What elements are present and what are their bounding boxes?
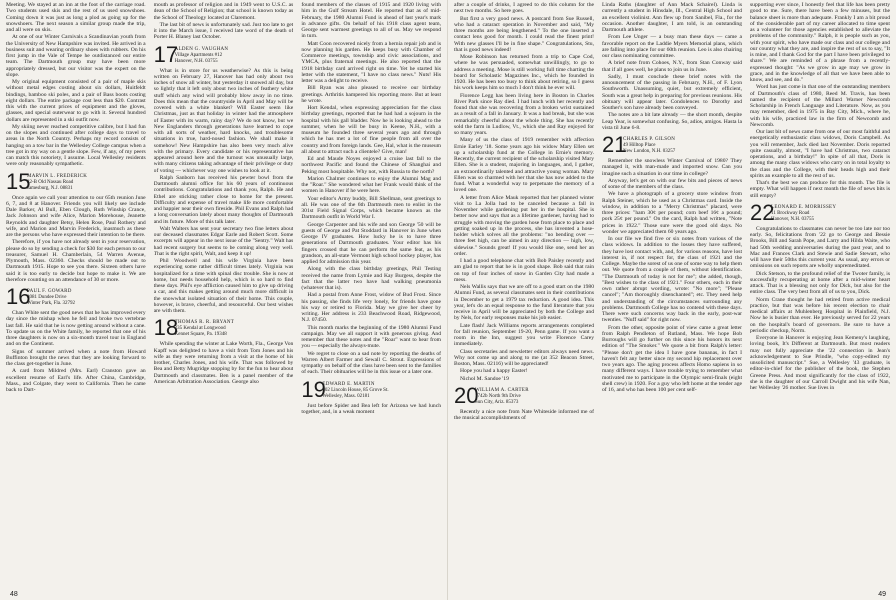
paragraph: Florence Legg has been living here in Boston in Charles River Park since Ray died. I had lunch with her recently and found that she was recovering from a broken wrist sustained as a result of a fall in January. It was a bad break, but she was remarkably cheerful about the whole thing. She has recently sold the farm in Ludlow, Vt., which she and Ray enjoyed for so many years. (454, 92, 594, 136)
paragraph: Had a postal from Anne Frost, widow of Bud Frost. Since his passing, she finds life very lonely, for friends have gone his way or retired to Florida. May we give her cheer by writing. Her address is 233 Beachwood Road, Ridgewood, N.J. 07450. (301, 292, 442, 324)
paragraph: Once again we call your attention to our 65th reunion June 6, 7, and 8 at Hanover. Friends you will likely see include Dale Barker, Al Bull, Eben Clough, Ruth Winship Crance, Jack Johnson and wife Alice, Marion Morehouse, Jeanette Reynolds and daughter Betsy, Helen Rose, Paul Rothery and wife, and Marion and Marvin Frederick, inasmuch as these are the persons who have expressed their intention to be there. (6, 194, 146, 238)
address-line: Wellesley, Mass. 02181 (322, 393, 370, 399)
paragraph: Late flash! Jack Williams reports arrangements completed for fall reunion, September 19-20, Penn game. If you want a room in the Inn, suggest you write Florence Carey immediately. (454, 322, 594, 348)
paragraph: A card from Mildred (Mrs. Earl) Cranston gave an excellent resume of Earl's life. After China, Cambridge, Mass., and Colgate, they went to California. Then he came back to Dart- (6, 368, 146, 393)
paragraph: Marion Chalmer continues to enjoy the Alumni Mag and the "Roar." She wondered what her Frank would think of the women in Hanover if he were here. (301, 175, 442, 195)
paragraph: Dick Stetson, to the profound relief of the Twoter family, is successfully recuperating at home after a mid-winter heart attack. That is a blessing not only for Dick, but also for the entire class. The very best from all of us to you, Dick. (750, 270, 890, 296)
paragraph: Hope you had a happy Easter! (460, 368, 528, 375)
paragraph: George Carpenter and his wife and son George '50 will be guests of George and Pat Stoddard in Hanover in June when George IV graduates. How lucky he is to have three generations of Dartmouth graduates. Your editor has his fingers crossed that he can perform the same feat, as his grandson, an all-state Vermont high school hockey player, has applied for admission this year. (301, 221, 442, 265)
paragraph: Walt Walters has sent your secretary two fine letters about our deceased classmates Edgar Earle and Robert Scott. Some excerpts will appear in the next issue of the "Sentry." Walt has had recent surgery but seems to be coming along very well. That is the right spirit, Walt, and keep it up! (153, 225, 294, 257)
address-line: New London, N.H. 03257 (623, 149, 676, 154)
paragraph: At one of our Winter Carnivals a Scandinavian youth from the University of New Hampshire was invited. He arrived in a business suit and wearing ordinary shoes with rubbers. On his first jump in the Vale of Tempe he outdistanced our entire team. The Dartmouth group may have been more appropriately dressed, but our visitor was the expert on the slope. (6, 34, 146, 78)
address-line: Jamesburg, N.J. 08831 (27, 185, 73, 191)
class-header-21 (602, 132, 742, 157)
secretary-name: EDWARD E. MARTIN (322, 381, 375, 387)
class-secretary-address (27, 172, 87, 192)
right-page (448, 0, 896, 600)
paragraph: after a couple of drinks, I agreed to do this column for the next two months. So here goes. (454, 2, 594, 15)
paragraph: Norm Crane thought he had retired from active medical practice, but that was before his recent election to chair medical affairs at Muhlenberg Hospital in Plainfield, N.J. Now he is busier than ever. He previously served for 22 years on the hospital's board of governors. Be sure to have a periodic checkup, Norm. (750, 296, 890, 334)
paragraph: The last bit of news is unfortunately sad. Just too late to get it into the March issue, I received late word of the death of Porter H. Blaney last October. (153, 21, 294, 41)
paragraph: Class secretaries and newsletter editors always need news. Why not come up and along to me (at 352 Beacon Street, Boston, Mass. 02116) will be appreciated! (454, 348, 594, 367)
class-secretary-address (27, 287, 75, 307)
class-header-18 (153, 315, 294, 341)
class-year-number: 18 (153, 315, 179, 341)
class-secretary-address (322, 380, 388, 400)
address-line: 2081 Dundee Drive (27, 295, 67, 300)
paragraph: Recently a nice note from Nate Whiteside informed me of the musical accomplishments of (454, 408, 594, 421)
class-year-number: 16 (6, 284, 31, 309)
paragraph: Word has just come in that one of the outstanding members of Dartmouth's class of 1980, Reed M. Travis, has been named the recipient of the Millard Warner Newcomb Scholarship in French Language and Literature. Now, as you may remember, died in 1975 in Bay City, Mich., where he, with his wife, practiced law in the firm of Newcomb and Newcomb. (750, 84, 890, 128)
paragraph: A brief note from Cohoes, N.Y., from Stan Conway said that if all goes well, he plans to join us in June. (602, 60, 742, 73)
paragraph: This month marks the beginning of the 1980 Alumni Fund campaign. May we all support it with generous giving. And remember that these notes and the "Roar" want to hear from you — especially the always-mute. (301, 324, 442, 350)
address-line: 402 Lincoln House, 85 Grove St. (322, 387, 389, 393)
right-column-1 (454, 2, 594, 590)
class-secretary-address (623, 135, 675, 155)
paragraph: Your editor's Army buddy, Bill Shellman, sent greetings to all. He was one of the 6th Dartmouth men to enlist in the 301st Field Signal Corps, which became known as the Dartmouth outfit in World War I. (301, 195, 442, 221)
page-number-right: 49 (878, 591, 886, 598)
class-year-number: 19 (301, 376, 326, 402)
paragraph: Ralph Sanborn has received his pewter bowl from the Dartmouth alumni office for his 60 years of continuous contributions. Congratulations and thank you, Ralph. He and Ethel are sticking rather close to home for the present. Difficulty and expense of travel make life more comfortable and happier near their own fireside. Phil Evans and Ralph had a long conversation lately about many thoughts of Dartmouth and its future. More of this talk later. (153, 174, 294, 225)
paragraph: found members of the classes of 1915 and 1920 living with him in the Gulf Stream Hotel. He reported that as of mid-February, the 1980 Alumni Fund is ahead of last year's mark in advance gifts. On behalf of his 1918 class agent team, George sent warmest greetings to all of us. May we respond in turn. (301, 2, 442, 40)
address-line: 22-B Old Nassau Road (27, 179, 74, 185)
paragraph: Therefore, if you have not already sent in your reservation, please do so by sending a check for $30 for each person to our treasurer, Samuel H. Chamberlain, 54 Warren Avenue, Plymouth, Mass. 02360. Checks should be made out to Dartmouth 1915. Hope to see you there. Sixteen others have said it is too early to decide but hope to make it. We are therefore counting on an attendance of 30 or more. (6, 239, 146, 283)
paragraph: Hort Kendal, when expressing appreciation for the class birthday greetings, reported that he had had a sojourn in the hospital with his gall bladder. Now he is looking ahead to the summer, when he will be busy in Keene, N.H., with a museum he founded three several years ago and through which he has met a lot of fine people from all over the country and from foreign lands. Gee, Hal, what is the museum all about to attract such a clientele? Give, man! (301, 105, 442, 155)
secretary-name: WILLIAM A. CARTER (475, 387, 529, 393)
paragraph: My original equipment consisted of a pair of maple skis without metal edges costing about six dollars, Huitfeldt bindings, bamboo ski poles, and a pair of Bass boots costing eight dollars. The entire package cost less than $20. Contrast this with the current prices of equipment and the gloves, glasses, and special outerwear to go with it. Several hundred dollars are represented in a ski outfit now. (6, 79, 146, 123)
paragraph: Remember the snowless Winter Carnival of 1980? They managed it, with man-made and imported snow. Can you imagine such a situation in our time in college? (602, 158, 742, 177)
address-line: 49 Hilltop Place (623, 143, 656, 148)
left-column-1 (6, 2, 146, 590)
paragraph: Anyway, let's get on with our few bits and pieces of news of some of the members of the class. (602, 177, 742, 190)
signature: Nichol M. Sandoe '19 (460, 375, 509, 382)
class-header-22 (750, 199, 890, 225)
secretary-name: ALDEN G. VAUGHAN (174, 46, 229, 52)
paragraph: mouth as professor of religion and in 1949 went to U.S.C. as dean of the School of Religion; that school is known today as the School of Theology located at Claremont. (153, 2, 294, 21)
left-column-3 (301, 2, 441, 590)
class-header-16 (6, 284, 146, 309)
secretary-name: CHARLES P. GILSON (623, 137, 676, 142)
paragraph: From the other, opposite point of view came a great letter from Ralph Pendleton of Rutland, Mass. We hope Bob Burroughs will go further on this since his honors its next edition of "The Smoker." We quote a bit from Ralph's letter: "Please don't get the idea I have gone bananas, in fact I haven't felt any better since my second hip replacement over two years ago. The aging process affects Homo sapiens in so many different ways. I have trouble trying to remember what motivated me to participate in the Olympic semi-finals (eight shell crew) in 1920. For a guy who left home at the tender age of 16, and who has been 100 per cent self- (602, 324, 742, 393)
class-header-20 (454, 382, 594, 408)
paragraph: From Lee Unger — a busy man these days — came a favorable report on the Laddie Myers Memorial plans, which are falling into place for our 60th reunion. Leo is also chairing our class nominating committee. (602, 34, 742, 59)
class-year-number: 21 (602, 132, 627, 157)
paragraph: We have a photograph of a grocery store window from Ralph Steiner, which he used as a Christmas card. Inside the window, in addition to a "Merry Christmas" placard, were three prices: "ham 30¢ per pound; corn beef 16¢ a pound; pork 25¢ per pound." On the card, Ralph had written, "Note prices in 1922." Those sure were the good old days. No wonder we appreciated them 60 years ago. (602, 191, 742, 235)
class-year-number: 17 (153, 41, 179, 67)
paragraph: The notes are a bit late already — the short month, despite Leap Year, is somewhat confusing. So, adios, amigos. Hasta la vista til June 6-8. (602, 112, 742, 131)
paragraph: Everyone in Hanover is enjoying Jean Kemeny's laughing, loving book, It's Different at Dartmouth. But most readers may not fully appreciate the '22 connection in Jean's acknowledgement to Sue Prindle, "who copy-edited my unsolicited manuscript." Sue, a Wellesley '43 graduate, is editor-in-chief for the publisher of the book, the Stephen Greene Press. And most significantly for the class of 1922, she is the daughter of our Carroll Dwight and his wife Nan, her Wellesley '26 mother. Sue lives in (750, 335, 890, 391)
address-line: 11 Brockway Road (771, 210, 810, 216)
secretary-name: MARVIN L. FREDERICK (27, 173, 88, 179)
paragraph: My skiing never reached competitive calibre, but I had fun on the slopes and continued after college days to travel to areas in the North Country. Perhaps my record consists of hanging on a tow bar in the Wellesley College campus when a tree got in my way on a gentle slope. Few, if any, of my peers can match this notoriety, I assume. Local Wellesley residents were only reasonably sympathetic. (6, 123, 146, 168)
paragraph: While spending the winter at Lake Worth, Fla., George Von Kapff was delighted to have a visit from Tom Jones and his wife as they were returning from a visit at the home of his brother, Charles Jones, and his wife. That was followed by Bea and Betty Mugridge stopping by for the fun to hear about Dartmouth and classmates. Ben is a panel member of the American Arbitration Association. George also (153, 341, 294, 385)
secretary-name: PAUL F. GOWARD (27, 289, 72, 294)
paragraph: Along with the class birthday greetings, Phil Testing received the name from Lymie and Kay Burgess, despite the fact that the latter two have had walking pneumonia (whatever that is). (301, 266, 442, 291)
right-column-2 (602, 2, 742, 590)
paragraph: We regret to close on a sad note by reporting the deaths of Warren Albert Farmer and Sewall C. Strout. Expressions of sympathy on behalf of the class have been sent to the families of each. Their obituaries will be in this issue or a later one. (301, 350, 442, 376)
paragraph: A letter from Alice Mauk reported that her planned winter visit to La Jolla had to be canceled because a fall in November while gardening put her in the hospital. She is better now and says that as a lifetime gardener, having had to struggle with moving the garden hose from place to place and getting soaked up in the process, she has invented a hose-holder which solves all the problems: "no bending over — three feet high, can be aimed in any direction — high, low, sidewise." Sounds great! If you would like one, send her an order. (454, 194, 594, 257)
paragraph: What is in store for us weatherwise? As this is being written on February 27, Hanover has had only about two inches of snow all winter, but yesterday it snowed all day, but so lightly that it left only about two inches of feathery white stuff which any wind will probably blow away in no time. Does this mean that the countryside in April and May will be covered with a white blanket? Will Easter seem like Christmas, just as that holiday in winter had the atmosphere of Easter with its warm, rainy day? We do not know, but we New Englanders through generations have learned to cope with all sorts of weather, hard knocks, and troublesome situations in true, hard-nosed fashion. We shall make it somehow! New Hampshire has also been very much alive with the primary. Every candidate or his representative has appeared around here and the turnout was unusually large, with many citizens taking advantage of their privilege or duty of voting — whichever way one wishes to look at it. (153, 67, 294, 174)
secretary-name: LEONARD E. MORRISSEY (771, 204, 837, 210)
class-secretary-address (771, 203, 836, 223)
paragraph: Mose Robinson has returned from a trip to Cape Cod, where he was persuaded, somewhat unwillingly, to go to address a meeting. Mose is still working full time charting the board for Scholastic Magazines Inc., which he founded in 1920. He has been too busy to think about retiring, so I guess his work keeps him so much I don't think he ever will. (454, 54, 594, 92)
address-line: Winter Park, Fla. 32792 (27, 301, 75, 306)
address-line: Hanover, N.H. 03755 (771, 216, 814, 222)
paragraph: Meeting. We stayed at an inn at the foot of the carriage road. Two students used skis and the rest of us used snowshoes. Coming down it was just as long a plod as going up for the snowshoers. The next season a similar group made the trip, and all were on skis. (6, 2, 146, 33)
paragraph: Chan White sent the good news that he has improved every day since the mishap when he fell and broke two vertebrae last fall. He said that he is now getting around without a cane. To update us on the White family, he reported that one of his three daughters is now on a six-month travel tour in England and on the Continent. (6, 310, 146, 348)
address-line: 235 Kendal at Longwood (174, 326, 226, 332)
class-header-15 (6, 168, 146, 194)
address-line: Kennet Square, Pa. 19348 (174, 332, 227, 338)
paragraph: Bill Ryan was also pleased to receive our birthday greetings. Arthritis hampered his reporting more. But at least he wrote. (301, 85, 442, 104)
right-column-3 (750, 2, 890, 590)
paragraph: But first a very good news. A postcard from Sue Russell, who had a cataract operation in November and said, "My three months are being lengthened." To the one inserted a contact lens good for month. I could read the finest print! With new glasses I'll be in fine shape." Congratulations, Stu, that is good news indeed! (454, 15, 594, 53)
left-column-2 (154, 2, 294, 590)
paragraph: Just before Spider and Bea left for Arizona we had lunch together, and, in a weak moment (301, 402, 442, 415)
class-year-number: 15 (6, 168, 31, 194)
class-secretary-address (175, 318, 234, 338)
paragraph: Matt Coon recovered nicely from a hernia repair job and is now planning his garden. He keeps busy with Chamber of Commerce meetings, township and civic associations, and YMCA, plus fraternal meetings. He also reported that the 1918 birthday card arrived right on time. Yet he started his letter with the statement, "I have no class news." Nuts! His letter was a delight to receive. (301, 40, 442, 84)
paragraph: That's the best we can produce for this month. The file is empty. What will happen if next month the file of news bits is still empty? (750, 180, 890, 199)
address-line: 1742b North 9th Drive (475, 393, 521, 399)
page-number-left: 48 (10, 591, 18, 598)
class-year-number: 20 (454, 382, 479, 408)
address-line: Village Apartments #12 (174, 52, 223, 58)
paragraph: Sadly, I must conclude these brief notes with the announcement of the passing in February, N.H., of F. Lyon Southworth. Unassuming, quiet, but extremely efficient, South was a great help in preparing for previous reunions. His obituary will appear later. Condolences to Dorothy and Souther's son have already been conveyed. (602, 73, 742, 111)
paragraph: Congratulations to classmates can never be too late nor too early. So, felicitations from '22 go to George and Bessie Brooks, Bill and Sarah Pope, and Larry and Hilda Waite, who had 50th wedding anniversaries during the past year, and to Mac and Frances Clark and Stewie and Sadie Stewart, who will have their 50ths this current year. As usual, any errors or omissions on such reports are wholly unpremeditated. (750, 225, 890, 270)
class-secretary-address (175, 45, 229, 65)
paragraph: Phil Woodwell and his wife Virginia have been experiencing some rather difficult times lately. Virginia was hospitalized for a time with spinal disc trouble. She is now at home, but needs household help, which is so hard to find these days. Phil's eye affliction caused him to give up driving a car, and this makes getting around much more difficult in the snowwhat isolated situation of their home. This couple, however, is brave, cheerful, and resourceful. Our best wishes are with them. (153, 258, 294, 314)
paragraph: supporting ever since, I honestly feel that life has been pretty good to me. Sure, there have been a few minuses, but the balance sheet is more than adequate. Frankly I am a bit proud of the considerable part of my career allocated to time spent as a volunteer for those agencies established to alleviate the problems of the community." Ralph, it is people such as you, with your spirit, who have made our class and our college and our country what they are, and inspire the rest of us to say, "It is mine, and I thank God for the part I have been privileged to share." We are reminded of a phrase from a recently-expressed thought: "As we grow in age may we grow in grace, and in the knowledge of all that we have been able to know, and see, and do." (750, 2, 890, 83)
address-line: Hanover, N.H. 03755 (174, 58, 218, 64)
secretary-name: THOMAS R. R. BRYANT (174, 320, 235, 326)
paragraph: Ed and Maude Noyes enjoyed a cruise last fall to the northwest Pacific and found the Chinese of Shanghai and Peking most hospitable. Why not, with Russia to the north? (301, 156, 442, 175)
paragraph: Many of us the class of 1919 remember with affection Ernie Earley '18. Some years ago his widow Mary Ellen set up a scholarship fund at the College in Ernie's memory. Recently, the current recipient of the scholarship visited Mary Ellen. She is a student, majoring in languages, and, I gather, an extraordinarily talented and attractive young woman. Mary Ellen was so charmed with her that she has now added to the fund. What a wonderful way to perpetuate the memory of a loved one. (454, 137, 594, 194)
paragraph: Linda Raths (daughter of Ann Mack Schairel). Linda is currently a student in Hinsdale, Ill., Central High School and an excellent violinist. Ann flew up from Sanibel, Fla., for the occasion. Another daughter, I am told, is an outstanding Dartmouth athlete. (602, 2, 742, 33)
paragraph: Signs of summer arrived when a note from Howard Buffinton brought the news that they are looking forward to the class get-together in June. (6, 348, 146, 367)
class-header-17 (153, 41, 294, 67)
address-line: Sun City, Ariz. 85373 (475, 399, 519, 405)
paragraph: I had a good telephone chat with Bob Paisley recently and am glad to report that he is in good shape. Bob said that rain on top of four inches of snow in Garden City had made a mess. (454, 258, 594, 283)
paragraph: In our file we find five or six notes from various of the class widows. In addition to the losses they have suffered, they have lost contact with, and, for various reasons, have lost interest in, if not respect for, the class of 1921 and the College. Maybe the sorest of us one of some way to help them out. We quote from a couple of them, without identification. "The Dartmouth of today is not for me"; she added, though, "Best wishes to the class of 1921." Four others, each in their own rather abrupt wording, wrote: "No more"; "Please cancel"; "Am thoroughly disenchanted"; etc. They need help and understanding of the circumstances surrounding any problems. Dartmouth College has no contend with these days. There were such concerns way back in the early, post-war twenties. "Nuff said" for right now. (602, 236, 742, 324)
class-header-19 (301, 376, 441, 402)
paragraph: Nels Wallis says that we are off to a good start on the 1980 Alumni Fund, as several classmates sent in their contributions in December to get a 1979 tax reduction. A good idea. This year, let's do an equal response to the fund literature that you receive in April will be appreciated by both the College and by Nels, for early responses make his job easier. (454, 284, 594, 322)
class-secretary-address (475, 386, 529, 406)
paragraph: Our last bit of news came from one of our most faithful and energetically enthusiastic class widows, Doris Campbell. As you will remember, Jack died last November. Doris reported quite casually, almost, "I have had Christmas, two cataract operations, and a birthday!" In spite of all that, Doris is among the many class widows who carry on in total loyalty to the class and the College, with their heads high and their spirits an example to all the rest of us. (750, 129, 890, 179)
class-year-number: 22 (750, 199, 775, 225)
